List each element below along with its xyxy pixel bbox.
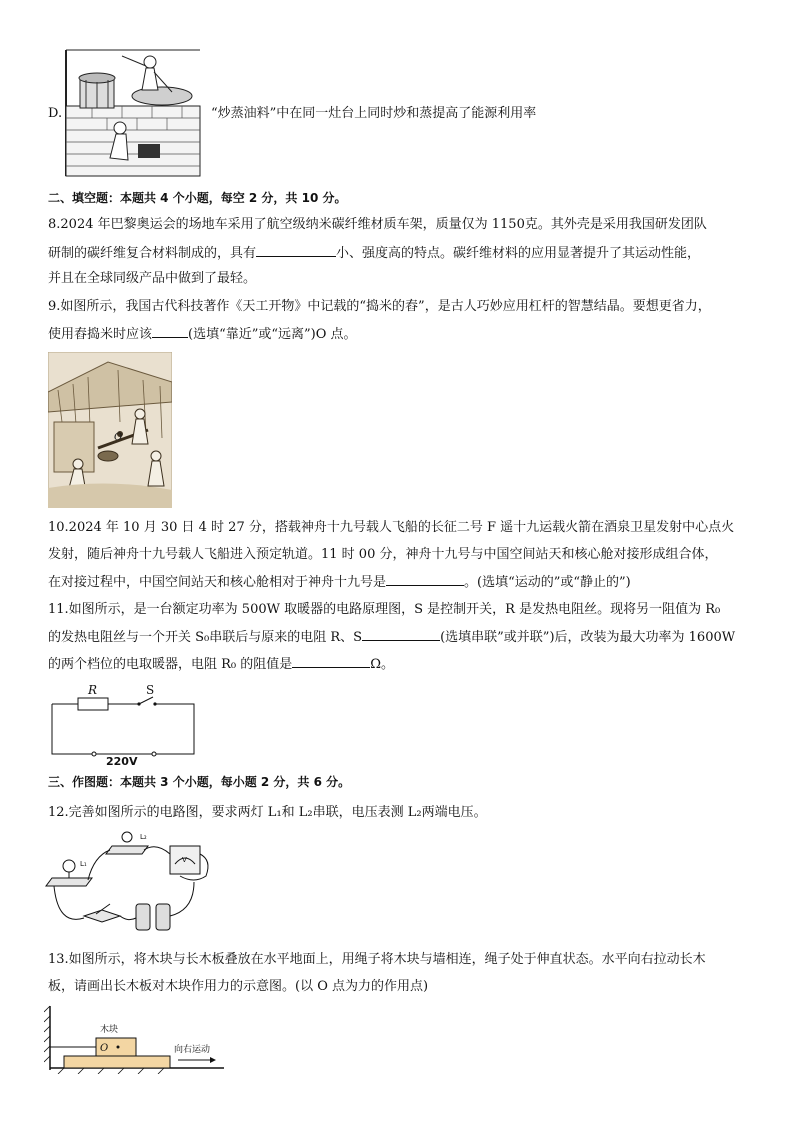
block-board-diagram[interactable] (44, 1004, 234, 1074)
q10-line1: 10.2024 年 10 月 30 日 4 时 27 分，搭载神舟十九号载人飞船的长征二号 F 遥十九运载火箭在酒泉卫星发射中心点火 (48, 520, 735, 535)
block-label: 木块 (100, 1025, 119, 1035)
q11-line2-a: 的发热电阻丝与一个开关 S₀串联后与原来的电阻 R、S (48, 630, 363, 645)
long-board (64, 1056, 170, 1068)
voltmeter-label: V (182, 856, 187, 864)
q10-line3 (48, 573, 631, 592)
l1-label: L₁ (80, 860, 87, 868)
q8-answer-blank[interactable] (256, 244, 336, 257)
voltage-label: 220V (106, 755, 138, 768)
fulcrum-label: O (114, 432, 123, 443)
q13-line1: 13.如图所示，将木块与长木板叠放在水平地面上，用绳子将木块与墙相连，绳子处于伸直状态。水平向右拉动长木 (48, 952, 706, 967)
q9-answer-blank[interactable] (152, 325, 188, 338)
battery-icon (156, 904, 170, 930)
section-3-header: 三、作图题：本题共 3 个小题，每小题 2 分，共 6 分。 (48, 775, 351, 789)
q8-line2-b: 小、强度高的特点。碳纤维材料的应用显著提升了其运动性能， (336, 246, 701, 261)
series-circuit-diagram[interactable] (44, 830, 216, 938)
q10-answer-blank[interactable] (386, 573, 464, 586)
switch-icon (84, 910, 120, 922)
q8-line3: 并且在全球同级产品中做到了最轻。 (48, 271, 257, 286)
bulb-l1-icon (63, 860, 75, 872)
q11-line3 (48, 655, 394, 674)
q8-line2-a: 研制的碳纤维复合材料制成的，具有 (48, 246, 257, 261)
resistor-label: R (88, 683, 98, 697)
rice-pounding-illustration (48, 352, 172, 508)
q11-line2 (48, 628, 735, 647)
q10-line2: 发射，随后神舟十九号载人飞船进入预定轨道。11 时 00 分，神舟十九号与中国空间站天和核心舱对接形成组合体， (48, 547, 718, 562)
l2-label: L₂ (140, 833, 147, 841)
q9-line2 (48, 325, 357, 344)
q10-line3-b: 。(选填“运动的”或“静止的”) (464, 575, 631, 590)
arrow-right-icon (210, 1057, 216, 1063)
q9-line1: 9.如图所示，我国古代科技著作《天工开物》中记载的“捣米的舂”，是古人巧妙应用杠杆的智慧结晶。要想更省力， (48, 299, 711, 314)
resistor-symbol (78, 698, 108, 710)
q11-line1: 11.如图所示，是一台额定功率为 500W 取暖器的电路原理图，S 是控制开关，R 是发热电阻丝。现将另一阻值为 R₀ (48, 602, 721, 617)
stir-fry-steam-illustration (62, 48, 202, 178)
heater-circuit-diagram (48, 682, 198, 768)
battery-icon (136, 904, 150, 930)
q9-line2-b: (选填“靠近”或“远离”)O 点。 (188, 327, 357, 342)
section-2-header: 二、填空题：本题共 4 个小题，每空 2 分，共 10 分。 (48, 191, 347, 205)
q11-connection-blank[interactable] (362, 628, 440, 641)
motion-label: 向右运动 (174, 1045, 211, 1055)
q10-line3-a: 在对接过程中，中国空间站天和核心舱相对于神舟十九号是 (48, 575, 387, 590)
switch-label: S (146, 683, 155, 697)
q8-line1: 8.2024 年巴黎奥运会的场地车采用了航空级纳米碳纤维材质车架，质量仅为 1150克。其外壳是采用我国研发团队 (48, 217, 707, 232)
option-d-letter: D. (48, 106, 63, 121)
q9-line2-a: 使用舂捣米时应该 (48, 327, 153, 342)
q12-line1: 12.完善如图所示的电路图，要求两灯 L₁和 L₂串联，电压表测 L₂两端电压。 (48, 805, 487, 820)
point-o-label: O (100, 1043, 109, 1054)
q11-line3-b: Ω。 (370, 657, 395, 672)
q8-line2 (48, 244, 700, 263)
q13-line2: 板，请画出长木板对木块作用力的示意图。(以 O 点为力的作用点) (48, 979, 429, 994)
q11-line2-b: (选填串联”或并联”)后，改装为最大功率为 1600W (440, 630, 736, 645)
q11-resistance-blank[interactable] (292, 655, 370, 668)
option-d-text: “炒蒸油料”中在同一灶台上同时炒和蒸提高了能源利用率 (211, 106, 537, 121)
q11-line3-a: 的两个档位的电取暖器，电阻 R₀ 的阻值是 (48, 657, 293, 672)
bulb-l2-icon (122, 832, 132, 842)
